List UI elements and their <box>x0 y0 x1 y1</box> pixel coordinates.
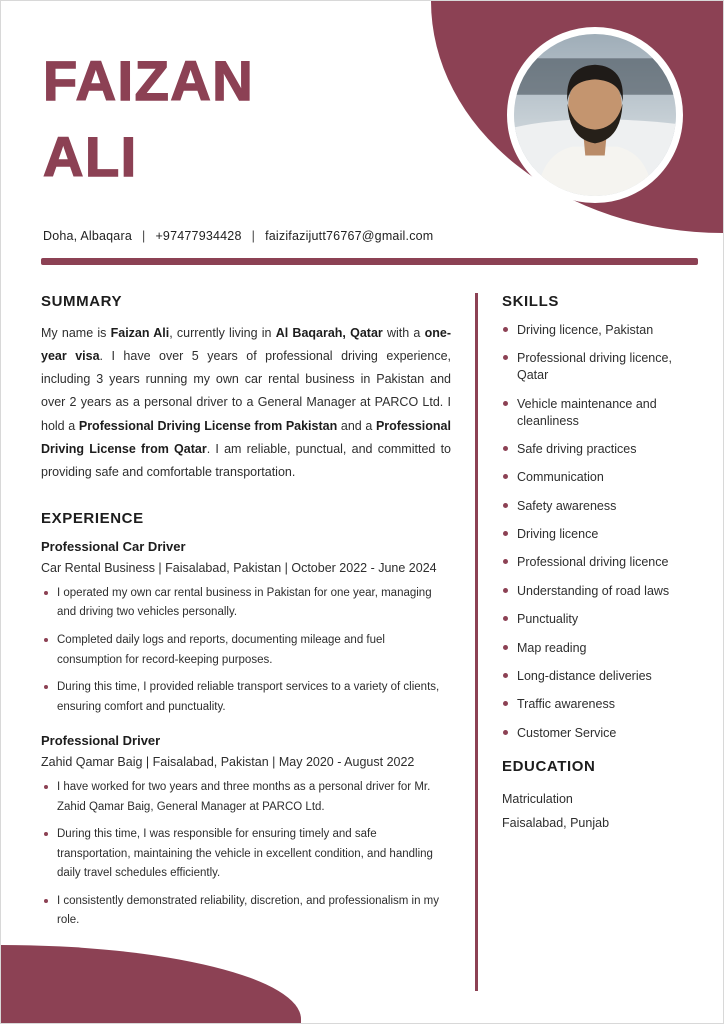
summary-segment: one-year visa <box>41 326 451 364</box>
summary-segment: Al Baqarah, Qatar <box>275 326 383 340</box>
skill-item: Professional driving licence <box>502 554 698 571</box>
summary-title: SUMMARY <box>41 293 123 310</box>
resume-body <box>41 293 698 991</box>
job-bullet: Completed daily logs and reports, documenting mileage and fuel consumption for record-keeping purposes. <box>44 631 451 670</box>
skills-section <box>502 293 698 742</box>
summary-segment: Professional Driving License from Pakistan <box>78 418 338 433</box>
profile-photo <box>507 27 683 203</box>
experience-job <box>41 539 451 717</box>
contact-separator: | <box>141 229 146 243</box>
education-title: EDUCATION <box>502 757 596 775</box>
contact-location: Doha, Albaqara <box>43 229 132 243</box>
education-section <box>502 758 698 836</box>
job-bullet: I operated my own car rental business in Pakistan for one year, managing and driving two vehicles personally. <box>44 584 451 623</box>
experience-job <box>41 733 451 931</box>
job-title: Professional Driver <box>41 733 161 749</box>
skill-item: Map reading <box>502 640 698 657</box>
summary-paragraph <box>41 322 451 484</box>
summary-section <box>41 293 451 484</box>
job-bullet: I consistently demonstrated reliability, discretion, and professionalism in my role. <box>44 892 451 931</box>
skill-item: Traffic awareness <box>502 696 698 713</box>
summary-segment: , currently living in <box>169 326 276 340</box>
education-lines <box>502 787 698 836</box>
header-divider <box>41 258 698 265</box>
skills-list <box>502 322 698 742</box>
job-meta: Zahid Qamar Baig | Faisalabad, Pakistan | May 2020 - August 2022 <box>41 755 415 770</box>
skill-item: Long-distance deliveries <box>502 668 698 685</box>
experience-jobs <box>41 539 451 931</box>
contact-email: faizifazijutt76767@gmail.com <box>265 229 434 243</box>
job-title: Professional Car Driver <box>41 538 186 554</box>
job-meta: Car Rental Business | Faisalabad, Pakistan | October 2022 - June 2024 <box>41 560 437 575</box>
summary-segment: . I am reliable, punctual, and committed to providing safe and comfortable transportation. <box>41 441 451 479</box>
job-bullet: I have worked for two years and three months as a personal driver for Mr. Zahid Qamar Baig, General Manager at PARCO Ltd. <box>44 778 451 817</box>
experience-title: EXPERIENCE <box>41 509 144 527</box>
skills-title: SKILLS <box>502 293 559 310</box>
right-column <box>502 293 698 991</box>
skill-item: Driving licence, Pakistan <box>502 322 698 339</box>
skill-item: Vehicle maintenance and cleanliness <box>502 396 698 430</box>
education-line: Faisalabad, Punjab <box>502 815 610 830</box>
skill-item: Safe driving practices <box>502 441 698 458</box>
job-bullet: During this time, I provided reliable transport services to a variety of clients, ensuring comfort and punctuality. <box>44 678 451 717</box>
profile-photo-illustration <box>514 34 676 196</box>
person-name <box>43 43 254 194</box>
skill-item: Safety awareness <box>502 498 698 515</box>
last-name: ALI <box>43 124 138 188</box>
skill-item: Punctuality <box>502 611 698 628</box>
summary-segment: . I have over 5 years of professional driving experience, including 3 years running my own car rental business in Pakistan and over 2 years as a personal driver to a General Manager at PARCO Ltd. I hold a <box>41 349 451 433</box>
job-bullet-list <box>41 778 451 931</box>
summary-segment: Faizan Ali <box>110 326 170 340</box>
skill-item: Customer Service <box>502 725 698 742</box>
contact-phone: +97477934428 <box>155 229 242 243</box>
summary-segment: Professional Driving License from Qatar <box>41 418 451 456</box>
job-bullet-list <box>41 584 451 717</box>
summary-segment: My name is <box>41 326 111 340</box>
column-divider <box>475 293 478 991</box>
contact-separator: | <box>251 229 256 243</box>
education-line: Matriculation <box>502 791 573 806</box>
summary-segment: with a <box>382 326 425 340</box>
job-bullet: During this time, I was responsible for ensuring timely and safe transportation, maintaining the vehicle in excellent condition, and handling daily travel schedules efficiently. <box>44 825 451 884</box>
contact-line <box>43 229 433 243</box>
first-name: FAIZAN <box>43 49 255 112</box>
skill-item: Understanding of road laws <box>502 583 698 600</box>
skill-item: Communication <box>502 469 698 486</box>
skill-item: Driving licence <box>502 526 698 543</box>
left-column <box>41 293 451 991</box>
summary-segment: and a <box>337 418 376 433</box>
experience-section <box>41 510 451 931</box>
skill-item: Professional driving licence, Qatar <box>502 350 698 384</box>
